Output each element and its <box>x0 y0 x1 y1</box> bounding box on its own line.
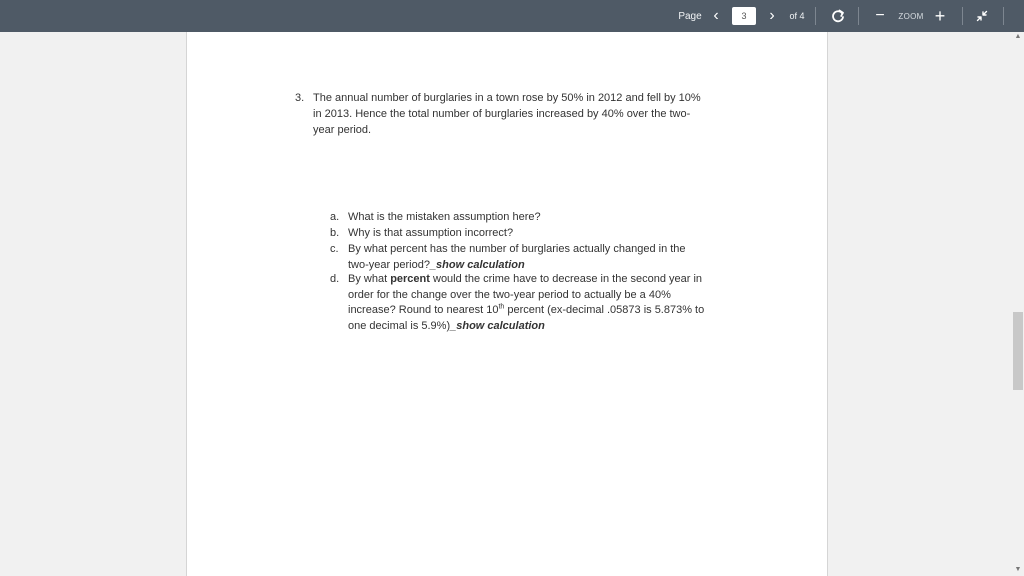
pdf-toolbar <box>0 0 1024 32</box>
question-line: in 2013. Hence the total number of burglaries increased by 40% over the two- <box>313 108 691 120</box>
percent-emphasis: percent <box>390 273 430 285</box>
question-line: year period. <box>313 124 372 136</box>
show-calculation-text: _show calculation <box>450 319 545 332</box>
subquestion-line <box>348 272 744 288</box>
subquestion-line-text: increase? Round to nearest 10 <box>348 304 499 317</box>
subquestion-text: Why is that assumption incorrect? <box>348 227 514 239</box>
subquestion-label: d. <box>330 273 340 285</box>
toolbar-divider <box>962 7 963 25</box>
subquestion-text: What is the mistaken assumption here? <box>348 211 541 223</box>
rotate-icon <box>831 9 845 23</box>
zoom-out-button[interactable] <box>870 0 890 32</box>
superscript-th: th <box>498 303 505 311</box>
subquestion-text <box>348 272 744 334</box>
plus-icon: + <box>934 5 946 26</box>
pdf-page <box>186 32 828 576</box>
subquestion-line-text: one decimal is 5.9%) <box>348 319 451 332</box>
page-number-input[interactable] <box>732 7 756 25</box>
vertical-scrollbar[interactable] <box>1012 32 1024 576</box>
subquestion-label: b. <box>330 227 340 239</box>
question-line: The annual number of burglaries in a town rose by 50% in 2012 and fell by 10% <box>313 92 701 104</box>
subquestion-line-text: two-year period? <box>348 258 430 271</box>
fit-page-button[interactable] <box>968 0 996 32</box>
minus-icon: − <box>875 7 885 24</box>
subquestion-label: a. <box>330 211 340 223</box>
subquestion-line <box>348 258 744 274</box>
toolbar-divider <box>1003 7 1004 25</box>
page-count-label: of 4 <box>789 11 805 21</box>
subquestion-line-text: would the crime have to decrease in the second year in <box>429 273 703 285</box>
scroll-down-icon[interactable]: ▼ <box>1014 566 1022 573</box>
show-calculation-text: _show calculation <box>429 258 525 271</box>
chevron-right-icon: › <box>769 7 775 24</box>
chevron-left-icon: ‹ <box>713 7 719 24</box>
page-label: Page <box>678 10 702 22</box>
next-page-button[interactable] <box>762 0 782 32</box>
question-number: 3. <box>295 92 305 104</box>
document-viewer <box>0 32 1024 576</box>
subquestion-line: By what percent has the number of burglaries actually changed in the <box>348 243 686 255</box>
scroll-up-icon[interactable]: ▲ <box>1014 33 1022 40</box>
subquestion-line <box>348 303 744 319</box>
question-text <box>313 90 733 138</box>
toolbar-divider <box>815 7 816 25</box>
subquestion-line <box>348 319 744 335</box>
scrollbar-thumb[interactable] <box>1013 312 1023 390</box>
subquestion-text <box>348 242 744 273</box>
subquestion-label: c. <box>330 243 339 255</box>
collapse-icon <box>975 9 989 23</box>
subquestion-line-text: percent (ex-decimal .05873 is 5.873% to <box>504 304 705 317</box>
zoom-in-button[interactable] <box>930 0 950 32</box>
subquestion-line: order for the change over the two-year period to actually be a 40% <box>348 288 671 301</box>
previous-page-button[interactable] <box>706 0 726 32</box>
rotate-button[interactable] <box>826 0 850 32</box>
toolbar-divider <box>858 7 859 25</box>
subquestion-line-text: By what <box>348 273 391 285</box>
zoom-label: ZOOM <box>898 11 924 21</box>
